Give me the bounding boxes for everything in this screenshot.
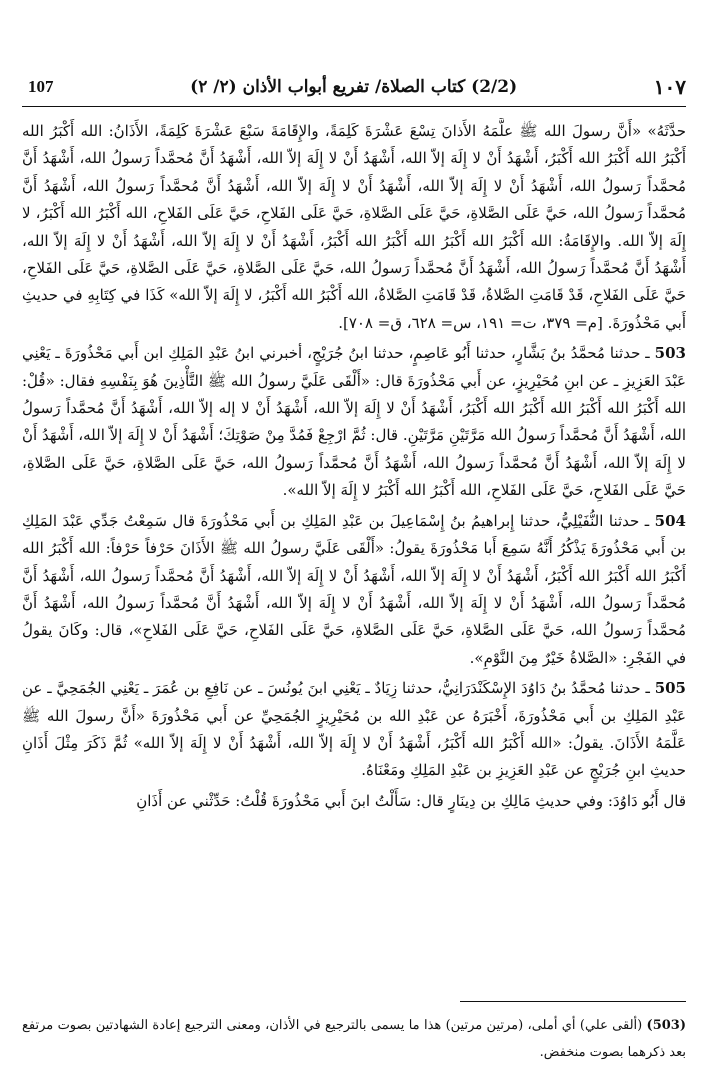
hadith-503 <box>22 340 686 504</box>
footnote <box>22 1012 686 1068</box>
header-rule <box>22 106 686 107</box>
footnote-ref: (503) <box>646 1018 686 1033</box>
hadith-number: 505 <box>654 679 686 698</box>
footnote-text: (ألقى علي) أي أملى، (مرتين مرتين) هذا ما يسمى بالترجيع في الأذان، ومعنى الترجيع إعادة الشهادتين بصوت مرتفع بعد ذكرهما بصوت منخفض. <box>22 1018 686 1060</box>
running-header <box>28 72 686 102</box>
paragraph-text: ـ حدثنا النُّفَيْلِيُّ، حدثنا إِبراهيمُ بنُ إِسْمَاعِيلَ بن عَبْدِ المَلِكِ بن أَبي مَحْذُورَةَ قال سَمِعْتُ جَدِّي عَبْدَ المَلِكِ بن أَبي مَحْذُورَةَ يَذْكُرُ أَنَّهُ سَمِعَ أَبا مَحْذُورَةَ يقولُ: «أَلْقَى عَلَيَّ رسولُ الله ﷺ الأَذَانَ حَرْفاً حَرْفاً: الله أَكْبَرُ الله أَكْبَرُ الله أَكْبَرُ الله أَكْبَرُ، أَشْهَدُ أَنْ لا إِلَهَ إلاّ الله، أَشْهَدُ أَنْ لا إِلَهَ إلاّ الله، أَشْهَدُ أَنَّ مُحمَّداً رَسولُ الله، أَشْهَدُ أَنَّ مُحمَّداً رَسولُ الله، أَشْهَدُ أَنْ لا إِلَهَ إلاّ الله، أَشْهَدُ أَنْ لا إِلَهَ إلاّ الله، أَشْهَدُ أَنَّ مُحمَّداً رَسولُ الله، أَشْهَدُ أَنَّ مُحمَّداً رَسولُ الله، حَيَّ عَلَى الصَّلاةِ، حَيَّ عَلَى الصَّلاةِ، حَيَّ عَلَى الفَلاحِ، حَيَّ عَلَى الفَلاحِ»، قال: وكَانَ يقولُ في الفَجْرِ: «الصَّلاةُ خَيْرٌ مِنَ النَّوْمِ». <box>22 511 686 667</box>
paragraph-text: ـ حدثنا مُحمَّدُ بنُ دَاوُدَ الإِسْكَنْدَرَانِيُّ، حدثنا زِيَادٌ ـ يَعْنِي ابنَ يُونُسَ ـ عن نَافِعِ بن عُمَرَ ـ يَعْنِي الجُمَحِيَّ ـ عن عَبْدِ المَلِكِ بن أَبي مَحْذُورَةَ، أَخْبَرَهُ عن عَبْدِ الله بن مُحَيْرِيزٍ الجُمَحِيِّ عن أَبي مَحْذُورَةَ «أَنَّ رسولَ الله ﷺ عَلَّمَهُ الأَذَانَ. يقولُ: «الله أَكْبَرُ الله أَكْبَرُ، أَشْهَدُ أَنْ لا إِلَهَ إلاّ الله، أَشْهَدُ أَنْ لا إِلَهَ إلاّ الله» ثُمَّ ذَكَرَ مِثْلَ أَذَانِ حديثِ ابنِ جُرَيْجٍ عن عَبْدِ العَزِيزِ بن عَبْدِ المَلِكِ ومَعْنَاهُ. <box>22 679 686 780</box>
hadith-504 <box>22 508 686 672</box>
main-text <box>22 118 686 964</box>
paragraph-text: حدَّثَهُ» «أَنَّ رسولَ الله ﷺ علَّمَهُ الأَذانَ تِسْعَ عَشْرَةَ كَلِمَةً، والإِقَامَةَ سَبْعَ عَشْرَةَ كَلِمَةً، الأَذَانُ: الله أَكْبَرُ الله أَكْبَرُ الله أَكْبَرُ الله أَكْبَرُ، أَشْهَدُ أَنْ لا إِلَهَ إلاّ الله، أَشْهَدُ أَنْ لا إِلَهَ إلاّ الله، أَشْهَدُ أَنَّ مُحمَّداً رَسولُ الله، أَشْهَدُ أَنَّ مُحمَّداً رَسولُ الله، أَشْهَدُ أَنْ لا إِلَهَ إلاّ الله، أَشْهَدُ أَنْ لا إِلَهَ إلاّ الله، أَشْهَدُ أَنَّ مُحمَّداً رَسولُ الله، أَشْهَدُ أَنَّ مُحمَّداً رَسولُ الله، حَيَّ عَلَى الصَّلاةِ، حَيَّ عَلَى الصَّلاةِ، حَيَّ عَلَى الفَلاحِ، حَيَّ عَلَى الفَلاحِ، الله أَكْبَرُ الله أَكْبَرُ، لا إِلَهَ إلاّ الله. والإِقَامَةُ: الله أَكْبَرُ الله أَكْبَرُ الله أَكْبَرُ الله أَكْبَرُ، أَشْهَدُ أَنْ لا إِلَهَ إلاّ الله، أَشْهَدُ أَنْ لا إِلَهَ إلاّ الله، أَشْهَدُ أَنَّ مُحمَّداً رَسولُ الله، أَشْهَدُ أَنَّ مُحمَّداً رَسولُ الله، حَيَّ عَلَى الصَّلاةِ، حَيَّ عَلَى الصَّلاةِ، حَيَّ عَلَى الفَلاحِ، حَيَّ عَلَى الفَلاحِ، قَدْ قَامَتِ الصَّلاةُ، قَدْ قَامَتِ الصَّلاةُ، الله أَكْبَرُ الله أَكْبَرُ، لا إِلَهَ إلاّ الله» كَذَا في كِتَابِهِ في حديثِ أَبي مَحْذُورَةَ. [م= ٣٧٩، ت= ١٩١، س= ٦٢٨، ق= ٧٠٨]. <box>22 122 686 332</box>
page-number-arabic: ١٠٧ <box>653 75 686 99</box>
paragraph-text: ـ حدثنا مُحمَّدُ بنُ بَشَّارٍ، حدثنا أَبُو عَاصِمٍ، حدثنا ابنُ جُرَيْجٍ، أخبرني ابنُ عَبْدِ المَلِكِ ابن أَبي مَحْذُورَةَ ـ يَعْنِي عَبْدَ العَزِيزِ ـ عن ابنِ مُحَيْرِيزٍ، عن أَبي مَحْذُورَةَ قال: «أَلْقَى عَلَيَّ رسولُ الله ﷺ التَّأْذِينَ هُوَ بِنَفْسِهِ فقال: «قُلْ: الله أَكْبَرُ الله أَكْبَرُ الله أَكْبَرُ الله أَكْبَرُ، أَشْهَدُ أَنْ لا إِلَهَ إلاّ الله، أَشْهَدُ أَنْ لا إله إلاّ الله، أَشْهَدُ أَنَّ مُحمَّداً رَسولُ الله، أَشْهَدُ أَنَّ مُحمَّداً رَسولُ الله مَرَّتَيْنِ مَرَّتَيْنِ. قال: ثُمَّ ارْجِعْ فَمُدَّ مِنْ صَوْتِكَ؛ أَشْهَدُ أَنْ لا إِلَهَ إلاّ الله، أَشْهَدُ أَنْ لا إِلَهَ إلاّ الله، أَشْهَدُ أَنَّ مُحمَّداً رَسولُ الله، أَشْهَدُ أَنَّ مُحمَّداً رَسولُ الله، حَيَّ عَلَى الصَّلاةِ، حَيَّ عَلَى الصَّلاةِ، حَيَّ عَلَى الفَلاحِ، حَيَّ عَلَى الفَلاحِ، الله أَكْبَرُ الله أَكْبَرُ لا إِلَهَ إلاّ الله». <box>22 344 686 500</box>
paragraph-continuation <box>22 118 686 337</box>
hadith-505 <box>22 675 686 785</box>
abu-dawud-comment <box>22 788 686 815</box>
hadith-number: 504 <box>654 511 686 530</box>
footnote-rule <box>460 1001 686 1002</box>
paragraph-text: قال أَبُو دَاوُدَ: وفي حديثِ مَالِكِ بن دِينَارٍ قال: سَأَلْتُ ابنَ أَبي مَحْذُورَةَ قُلْتُ: حَدِّثْني عن أَذَانِ <box>136 791 686 810</box>
running-title: (2/2) كتاب الصلاة/ تفريع أبواب الأذان (٢/ ٢) <box>190 77 518 97</box>
page-number-latin: 107 <box>28 77 54 96</box>
hadith-number: 503 <box>654 344 686 363</box>
